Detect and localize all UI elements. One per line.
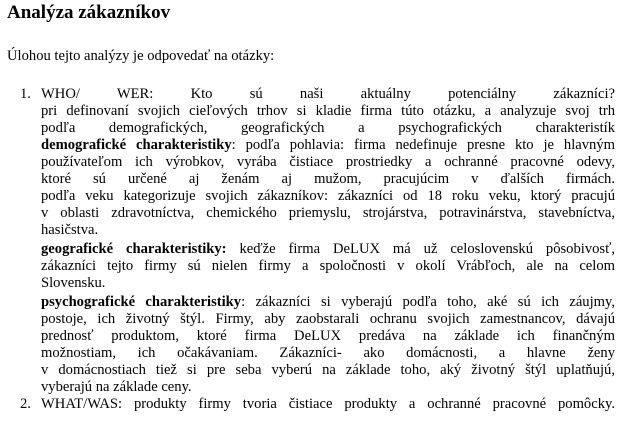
page-title: Analýza zákazníkov bbox=[7, 2, 171, 23]
text-line: možnostiam, ich očakávaniam. Zákazníci- ako domácnosti, a hlavne ženy bbox=[41, 345, 615, 361]
list-number: 1. bbox=[20, 86, 31, 102]
list-item-2 bbox=[20, 396, 615, 413]
psychographic-label: psychografické charakteristiky bbox=[41, 294, 242, 310]
item-heading: WHAT/WAS: produkty firmy tvoria čistiace produkty a ochranné pracovné pomôcky. bbox=[41, 396, 615, 412]
text-line: postoje, ich životný štýl. Firmy, aby zaobstarali ochranu svojich zamestnancov, dávajú bbox=[41, 311, 615, 327]
demographic-label: demografické charakteristiky bbox=[41, 137, 232, 153]
text-run: : zákazníci si vyberajú podľa toho, aké sú ich záujmy, bbox=[241, 294, 615, 310]
text-line: vyberajú na základe ceny. bbox=[41, 379, 192, 395]
text-line: ktoré sú určené aj ženám aj mužom, pracujúcim v ďalších firmách. bbox=[41, 171, 615, 187]
list-number: 2. bbox=[20, 396, 31, 412]
text-line: v oblasti zdravotníctva, chemického priemyslu, strojárstva, potravinárstva, stavebníctva, bbox=[41, 205, 615, 221]
text-line: používateľom ich výrobkov, vyrába čistiace prostriedky a ochranné pracovné odevy, bbox=[41, 154, 615, 170]
intro-text: Úlohou tejto analýzy je odpovedať na otázky: bbox=[7, 48, 275, 64]
question-list bbox=[20, 86, 615, 413]
text-line: zákazníci tejto firmy sú nielen firmy a spoločnosti v okolí Vrábľoch, ale na celom bbox=[41, 258, 615, 274]
geographic-label: geografické charakteristiky: bbox=[41, 241, 227, 257]
text-line: pri definovaní svojich cieľových trhov si kladie firma túto otázku, a analyzuje svoj trh bbox=[41, 103, 615, 119]
psychographic-heading-line bbox=[41, 294, 615, 311]
text-run: : podľa pohlavia: firma nedefinuje presne kto je hlavným bbox=[231, 137, 615, 153]
geographic-heading-line bbox=[41, 241, 615, 258]
text-line: Slovensku. bbox=[41, 275, 106, 291]
demographic-heading-line bbox=[41, 137, 615, 154]
text-line: v domácnostiach tiež si pre seba vyberú na základe toho, aký životný štýl uplatňujú, bbox=[41, 362, 615, 378]
text-line: podľa veku kategorizuje svojich zákazníkov: zákazníci od 18 roku veku, ktorý pracujú bbox=[41, 188, 615, 204]
text-line: hasičstva. bbox=[41, 222, 99, 238]
item-heading: WHO/ WER: Kto sú naši aktuálny potenciálny zákazníci? bbox=[41, 86, 615, 102]
text-line: podľa demografických, geografických a psychografických charakteristík bbox=[41, 120, 615, 136]
list-item-1 bbox=[20, 86, 615, 396]
text-run: keďže firma DeLUX má už celoslovenskú pôsobivosť, bbox=[226, 241, 615, 257]
text-line: prednosť produktom, ktoré firma DeLUX predáva na základe ich finančným bbox=[41, 328, 615, 344]
